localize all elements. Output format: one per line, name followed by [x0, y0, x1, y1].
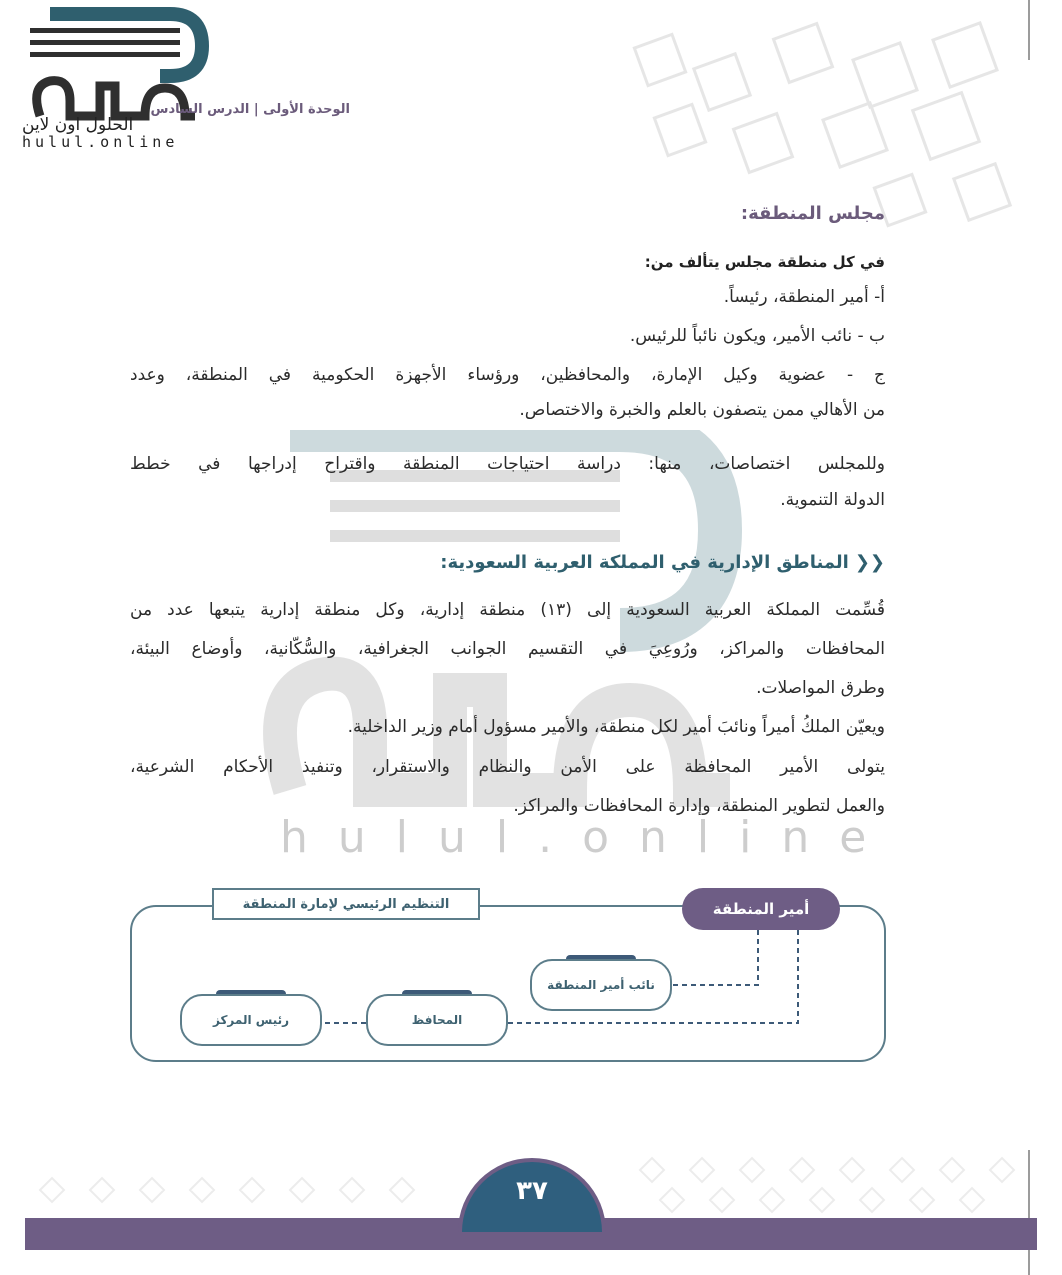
logo-latin-text: hulul.online	[22, 133, 179, 151]
regions-heading	[440, 552, 885, 573]
regions-line-5: يتولى الأمير المحافظة على الأمن والنظام والاستقرار، وتنفيذ الأحكام الشرعية،	[130, 757, 885, 777]
regions-line-6: والعمل لتطوير المنطقة، وإدارة المحافظات والمراكز.	[513, 796, 885, 816]
org-node-center-head: رئيس المركز	[180, 994, 322, 1046]
council-heading: مجلس المنطقة:	[740, 203, 885, 224]
council-powers-line-1: وللمجلس اختصاصات، منها: دراسة احتياجات المنطقة واقتراح إدراجها في خطط	[130, 454, 885, 474]
regions-line-1: قُسِّمت المملكة العربية السعودية إلى (١٣) منطقة إدارية، وكل منطقة إدارية يتبعها عدد من	[130, 600, 885, 620]
regions-heading-text: المناطق الإدارية في المملكة العربية السعودية:	[440, 552, 849, 573]
org-node-emir: أمير المنطقة	[682, 888, 840, 930]
regions-line-4: ويعيّن الملكُ أميراً ونائبَ أمير لكل منطقة، والأمير مسؤول أمام وزير الداخلية.	[347, 717, 885, 737]
council-intro: في كل منطقة مجلس يتألف من:	[644, 253, 885, 271]
council-item-c-cont: من الأهالي ممن يتصفون بالعلم والخبرة والاختصاص.	[519, 400, 885, 420]
council-item-a: أ- أمير المنطقة، رئيساً.	[723, 287, 885, 307]
org-chart-title: التنظيم الرئيسي لإمارة المنطقة	[212, 888, 480, 920]
council-item-b: ب - نائب الأمير، ويكون نائباً للرئيس.	[629, 326, 885, 346]
double-chevron-icon: ❮❮	[854, 552, 885, 573]
margin-rule-bottom	[1028, 1150, 1030, 1275]
council-item-c: ج - عضوية وكيل الإمارة، والمحافظين، ورؤساء الأجهزة الحكومية في المنطقة، وعدد	[130, 365, 885, 385]
logo-arabic-text: الحلول اون لاين	[22, 115, 134, 135]
org-node-deputy: نائب أمير المنطقة	[530, 959, 672, 1011]
org-node-governor: المحافظ	[366, 994, 508, 1046]
regions-line-3: وطرق المواصلات.	[756, 678, 885, 698]
council-powers-line-2: الدولة التنموية.	[780, 490, 885, 510]
watermark-latin-text: hulul.online	[280, 812, 897, 863]
unit-lesson-label: الوحدة الأولى | الدرس السادس	[150, 102, 350, 117]
page-number: ٣٧	[516, 1176, 548, 1206]
regions-line-2: المحافظات والمراكز، ورُوعِيَ في التقسيم الجوانب الجغرافية، والسُّكّانية، وأوضاع البيئة،	[130, 639, 885, 659]
margin-rule-top	[1028, 0, 1030, 60]
